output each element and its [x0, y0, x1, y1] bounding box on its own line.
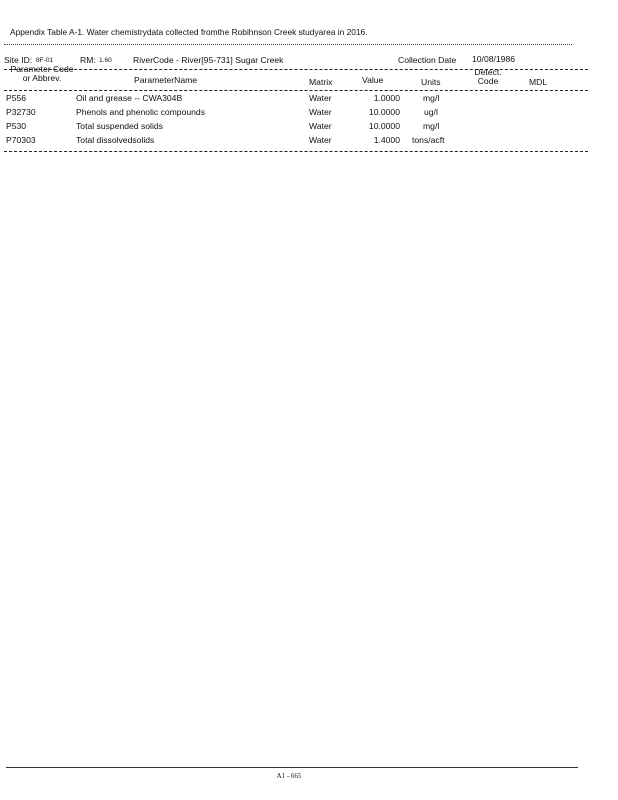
cell-code: P556 — [6, 93, 27, 103]
cell-name: Total suspended solids — [76, 121, 163, 131]
table-row — [0, 135, 618, 149]
column-header-code-line2: or Abbrev. — [22, 73, 62, 83]
table-bottom-rule — [4, 151, 588, 152]
footer-rule — [6, 767, 578, 768]
cell-matrix: Water — [309, 135, 332, 145]
rm-label: RM: — [80, 55, 96, 65]
cell-value: 10.0000 — [368, 121, 400, 131]
column-header-detect-line2: Code — [477, 76, 499, 86]
table-title: Appendix Table A-1. Water chemistrydata collected fromthe Robihnson Creek studyarea in 2016. — [10, 27, 368, 37]
site-id-label: Site ID: — [4, 55, 33, 65]
cell-value: 1.0000 — [373, 93, 400, 103]
cell-units: ug/l — [424, 107, 438, 117]
column-header-units: Units — [421, 77, 441, 87]
column-header-detect-line1: Detect. — [474, 67, 502, 77]
cell-matrix: Water — [309, 121, 332, 131]
river-code: RiverCode - River[95-731] Sugar Creek — [133, 55, 284, 65]
column-header-detect — [472, 68, 504, 86]
site-id-value: 8F-01 — [36, 57, 54, 64]
table-row — [0, 121, 618, 135]
title-divider — [4, 44, 572, 45]
column-header-value: Value — [362, 75, 384, 85]
cell-code: P32730 — [6, 107, 36, 117]
column-header-name: ParameterName — [134, 75, 198, 85]
cell-code: P70303 — [6, 135, 36, 145]
cell-matrix: Water — [309, 93, 332, 103]
column-header-matrix: Matrix — [309, 77, 333, 87]
cell-name: Phenols and phenolic compounds — [76, 107, 205, 117]
cell-units: mg/l — [423, 93, 440, 103]
column-header-mdl: MDL — [529, 77, 548, 87]
cell-units: mg/l — [423, 121, 440, 131]
cell-value: 10.0000 — [368, 107, 400, 117]
header-bottom-rule — [4, 90, 588, 91]
column-header-code — [6, 65, 78, 83]
rm-value: 1.60 — [99, 57, 112, 64]
cell-name: Total dissolvedsolids — [76, 135, 155, 145]
column-header-code-line1: Parameter Code — [10, 64, 74, 74]
cell-code: P530 — [6, 121, 27, 131]
cell-matrix: Water — [309, 107, 332, 117]
cell-name: Oil and grease -- CWA304B — [76, 93, 183, 103]
collection-date-label: Collection Date — [398, 55, 457, 65]
cell-value: 1.4000 — [373, 135, 400, 145]
cell-units: tons/acft — [412, 135, 445, 145]
table-row — [0, 93, 618, 107]
collection-date-value: 10/08/1986 — [472, 54, 516, 64]
table-row — [0, 107, 618, 121]
page-number: A1 - 665 — [276, 772, 302, 780]
